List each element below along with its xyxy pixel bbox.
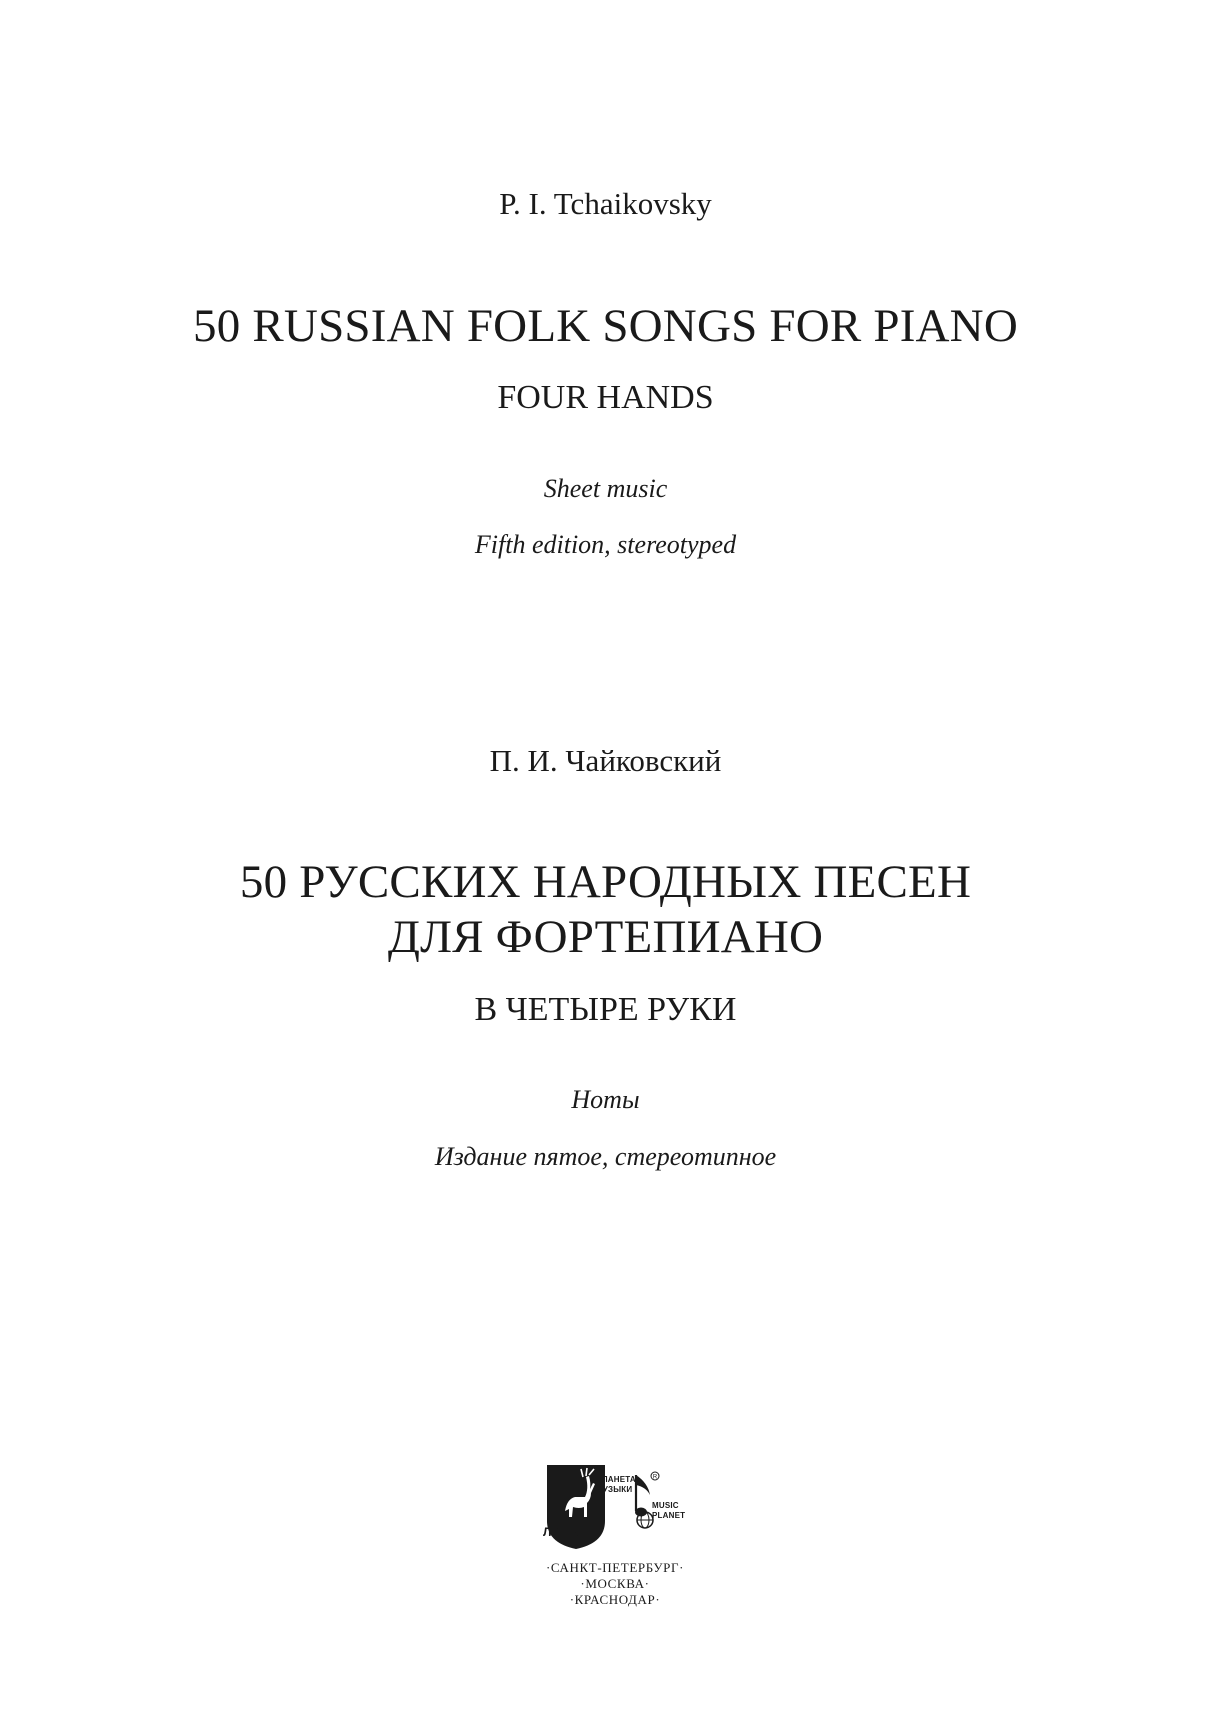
planet-en-line1: MUSIC bbox=[652, 1501, 679, 1510]
svg-text:R: R bbox=[652, 1474, 658, 1481]
music-planet-logo bbox=[592, 1471, 702, 1541]
russian-title-line1: 50 РУССКИХ НАРОДНЫХ ПЕСЕН bbox=[239, 856, 972, 908]
english-subtitle: FOUR HANDS bbox=[497, 379, 714, 416]
russian-subtitle: В ЧЕТЫРЕ РУКИ bbox=[474, 991, 737, 1028]
publisher-logo-block bbox=[517, 1463, 713, 1607]
russian-genre: Ноты bbox=[571, 1085, 640, 1114]
planet-en-line2: PLANET bbox=[652, 1511, 686, 1520]
publisher-city-1: ·САНКТ-ПЕТЕРБУРГ· bbox=[546, 1560, 684, 1575]
russian-edition: Издание пятое, стереотипное bbox=[434, 1142, 777, 1171]
english-genre: Sheet music bbox=[543, 474, 668, 503]
russian-title-line2: ДЛЯ ФОРТЕПИАНО bbox=[387, 911, 824, 963]
russian-author: П. И. Чайковский bbox=[489, 743, 722, 778]
english-author: P. I. Tchaikovsky bbox=[499, 186, 712, 221]
planet-ru-line2: МУЗЫКИ bbox=[596, 1485, 633, 1494]
planet-ru-line1: ПЛАНЕТА bbox=[596, 1475, 636, 1484]
globe-icon bbox=[636, 1511, 654, 1529]
registered-mark-icon bbox=[650, 1471, 660, 1481]
publisher-city-2: ·МОСКВА· bbox=[580, 1576, 650, 1591]
english-title: 50 RUSSIAN FOLK SONGS FOR PIANO bbox=[193, 300, 1018, 352]
publisher-city-3: ·КРАСНОДАР· bbox=[569, 1592, 661, 1607]
english-edition: Fifth edition, stereotyped bbox=[474, 530, 737, 559]
lan-logo-text: ЛАНЬ bbox=[543, 1525, 580, 1539]
